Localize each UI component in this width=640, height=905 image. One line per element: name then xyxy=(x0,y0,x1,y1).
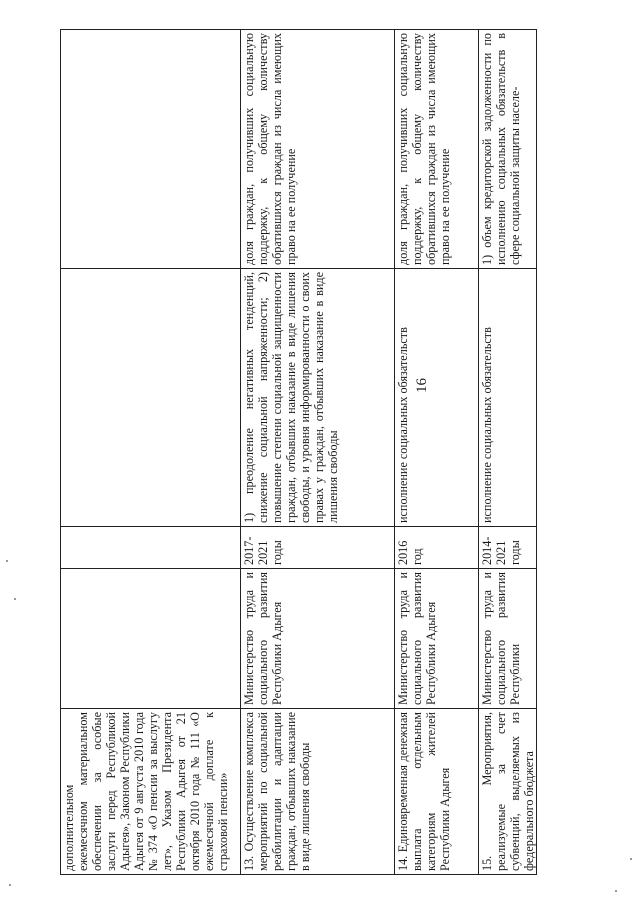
measure-cell: 14. Единовременная денежная выплата отдельным категориям жителей Республики Адыгея xyxy=(395,709,479,875)
executor-cell: Министерство труда и социального развития Республики Адыгея xyxy=(241,569,395,709)
indicators-cell: 1) объем кредиторской задолженности по исполнению социальных обязательств в сфере социальной защиты населе- xyxy=(479,30,537,269)
page-number: 16 xyxy=(414,378,430,393)
executor-cell: Министерство труда и социального развития Республики Адыгея xyxy=(395,569,479,709)
table-row xyxy=(479,30,537,875)
years-cell: 2014-2021 годы xyxy=(479,527,537,569)
results-cell: исполнение социальных обязательств xyxy=(479,269,537,527)
results-cell: исполнение социальных обязательств xyxy=(395,269,479,527)
executor-cell: Министерство труда и социального развития Республики xyxy=(479,569,537,709)
scan-speck xyxy=(630,858,632,860)
years-cell: 2016 год xyxy=(395,527,479,569)
table-row xyxy=(61,30,241,875)
table-row xyxy=(241,30,395,875)
program-measures-table xyxy=(60,29,537,875)
indicators-cell: доля граждан, получивших социальную поддержку, к общему количеству обратившихся граждан из числа имеющих право на ее получение xyxy=(395,30,479,269)
executor-cell xyxy=(61,569,241,709)
results-cell xyxy=(61,269,241,527)
indicators-cell xyxy=(61,30,241,269)
measure-cell: 15. Мероприятия, реализуемые за счет субвенций, выделяемых из федерального бюджета xyxy=(479,709,537,875)
scan-speck xyxy=(6,560,8,562)
scan-speck xyxy=(615,890,617,892)
indicators-cell: доля граждан, получивших социальную поддержку, к общему количеству обратившихся граждан из числа имеющих право на ее получение xyxy=(241,30,395,269)
scan-speck xyxy=(14,598,16,600)
measure-cell: 13. Осуществление комплекса мероприятий по социальной реабилитации и адаптации граждан, отбывших наказание в виде лишения свободы xyxy=(241,709,395,875)
years-cell: 2017-2021 годы xyxy=(241,527,395,569)
results-cell: 1) преодоление негативных тенденций, снижение социальной напряженности; 2) повышение степени социальной защищенности граждан, отбывших наказание в виде лишения свободы, и уровня информированности о своих правах у граждан, отбывших наказание в виде лишения свободы xyxy=(241,269,395,527)
scan-speck xyxy=(9,884,11,886)
rotated-page xyxy=(60,30,536,875)
measure-cell: дополнительном ежемесячном материальном обеспечении за особые заслуги перед Республикой Адыгея», Законом Республики Адыгея от 9 августа 2010 года № 374 «О пенсии за выслугу лет», Указом Президента Республики Адыгея от 21 октября 2010 года № 111 «О ежемесячной доплате к страховой пенсии» xyxy=(61,709,241,875)
table-row xyxy=(395,30,479,875)
years-cell xyxy=(61,527,241,569)
